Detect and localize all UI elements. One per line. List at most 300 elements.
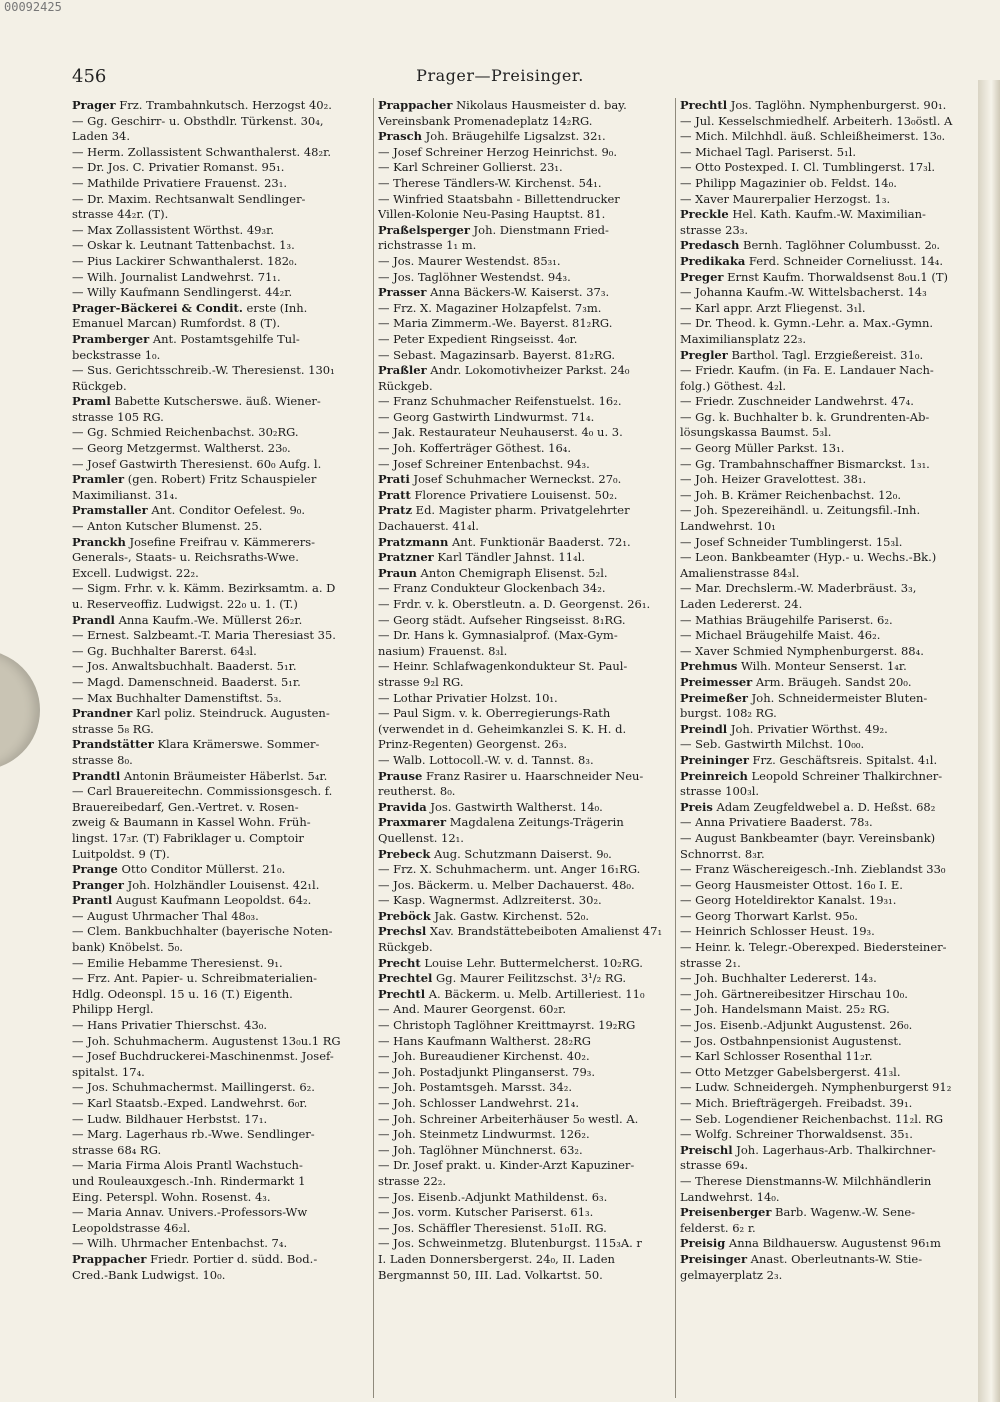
directory-entry-line <box>72 207 367 223</box>
entry-text: Landwehrst. 10₁ <box>680 519 776 534</box>
directory-entry-line <box>72 535 367 551</box>
directory-entry-line <box>680 1158 972 1174</box>
entry-surname: Prandner <box>72 706 133 721</box>
entry-text: I. Laden Donnersbergerst. 24₀, II. Laden <box>378 1251 615 1266</box>
directory-entry-line <box>72 503 367 519</box>
entry-text: — Georg Metzgermst. Waltherst. 23₀. <box>72 441 291 456</box>
entry-text: Anna Bäckers-W. Kaiserst. 37₃. <box>426 285 610 300</box>
entry-text: Xav. Brandstättebeiboten Amalienst 47₁ <box>426 924 663 939</box>
directory-entry-line <box>72 831 367 847</box>
entry-text: Karl poliz. Steindruck. Augusten- <box>132 706 330 721</box>
directory-entry-line <box>680 1080 972 1096</box>
column-3 <box>676 98 978 1398</box>
directory-entry-line <box>378 519 669 535</box>
entry-text: strasse 69₄. <box>680 1158 749 1173</box>
directory-entry-line <box>680 550 972 566</box>
entry-text: nasium) Frauenst. 8₃l. <box>378 643 508 658</box>
entry-text: — Joh. Schuhmacherm. Augustenst 13₀u.1 RG <box>72 1033 341 1048</box>
entry-text: lösungskassa Baumst. 5₃l. <box>680 425 832 440</box>
directory-entry-line <box>378 301 669 317</box>
directory-entry-line <box>680 1236 972 1252</box>
directory-entry-line <box>680 394 972 410</box>
entry-text: — Mathilde Privatiere Frauenst. 23₁. <box>72 175 288 190</box>
entry-surname: Prechsl <box>378 924 427 939</box>
entry-text: Ant. Conditor Oefelest. 9₀. <box>147 503 306 518</box>
entry-text: — Hans Kaufmann Waltherst. 28₂RG <box>378 1033 591 1048</box>
directory-entry-line <box>378 98 669 114</box>
entry-text: — Maria Zimmerm.-We. Bayerst. 81₂RG. <box>378 316 613 331</box>
directory-entry-line <box>378 285 669 301</box>
entry-text: Generals-, Staats- u. Reichsraths-Wwe. <box>72 550 299 565</box>
directory-entry-line <box>378 348 669 364</box>
directory-entry-line <box>680 628 972 644</box>
entry-text: — Therese Dienstmanns-W. Milchhändlerin <box>680 1173 932 1188</box>
column-2 <box>374 98 676 1398</box>
directory-entry-line <box>378 581 669 597</box>
entry-text: — Jak. Restaurateur Neuhauserst. 4₀ u. 3. <box>378 425 623 440</box>
directory-entry-line <box>378 535 669 551</box>
entry-surname: Prager <box>72 98 116 112</box>
entry-text: — Dr. Jos. C. Privatier Romanst. 95₁. <box>72 160 285 175</box>
directory-entry-line <box>72 613 367 629</box>
directory-entry-line <box>72 98 367 114</box>
entry-text: — Gg. k. Buchhalter b. k. Grundrenten-Ab- <box>680 409 930 424</box>
entry-text: — Frz. Ant. Papier- u. Schreibmaterialien- <box>72 971 318 986</box>
entry-surname: Pramberger <box>72 331 150 346</box>
entry-text: — Hans Privatier Thierschst. 43₀. <box>72 1018 268 1033</box>
directory-entry-line <box>378 909 669 925</box>
directory-entry-line <box>378 394 669 410</box>
entry-text: — Joh. Bureaudiener Kirchenst. 40₂. <box>378 1049 590 1064</box>
entry-surname: Pregler <box>680 347 728 362</box>
entry-text: — Leon. Bankbeamter (Hyp.- u. Wechs.-Bk.) <box>680 550 937 565</box>
entry-text: Eing. Peterspl. Wohn. Rosenst. 4₃. <box>72 1189 271 1204</box>
directory-entry-line <box>378 1252 669 1268</box>
entry-text: Franz Rasirer u. Haarschneider Neu- <box>422 768 644 783</box>
entry-text: — Jos. Bäckerm. u. Melber Dachauerst. 48₀. <box>378 877 635 892</box>
entry-text: — Peter Expedient Ringseisst. 4₀r. <box>378 331 578 346</box>
entry-text: — Gg. Geschirr- u. Obsthdlr. Türkenst. 30₄, <box>72 113 324 128</box>
directory-entry-line <box>680 613 972 629</box>
entry-text: — Jos. Taglöhner Westendst. 94₃. <box>378 269 571 284</box>
entry-surname: Prasch <box>378 129 422 144</box>
entry-text: Bernh. Taglöhner Columbusst. 2₀. <box>739 238 941 253</box>
page-edge-shadow <box>978 80 1000 1402</box>
entry-text: — Anna Privatiere Baaderst. 78₃. <box>680 815 873 830</box>
directory-entry-line <box>680 956 972 972</box>
directory-entry-line <box>72 1143 367 1159</box>
directory-entry-line <box>72 160 367 176</box>
directory-entry-line <box>378 207 669 223</box>
entry-text: — Mich. Milchhdl. äuß. Schleißheimerst. 13₀. <box>680 129 946 144</box>
directory-entry-line <box>680 1174 972 1190</box>
directory-entry-line <box>680 1096 972 1112</box>
entry-text: Joh. Schneidermeister Bluten- <box>748 690 928 705</box>
entry-text: — Friedr. Zuschneider Landwehrst. 47₄. <box>680 394 914 409</box>
directory-entry-line <box>378 223 669 239</box>
entry-text: Frz. Geschäftsreis. Spitalst. 4₁l. <box>748 752 938 767</box>
directory-entry-line <box>378 1190 669 1206</box>
directory-entry-line <box>72 270 367 286</box>
entry-text: strasse 8₀. <box>72 752 133 767</box>
directory-entry-line <box>378 316 669 332</box>
directory-entry-line <box>680 597 972 613</box>
entry-text: Josef Schuhmacher Werneckst. 27₀. <box>409 472 622 487</box>
entry-text: — Jul. Kesselschmiedhelf. Arbeiterh. 13₀östl. A <box>680 113 953 128</box>
directory-entry-line <box>378 769 669 785</box>
entry-text: erste (Inh. <box>242 300 308 315</box>
directory-entry-line <box>680 644 972 660</box>
directory-entry-line <box>378 363 669 379</box>
entry-text: Adam Zeugfeldwebel a. D. Heßst. 68₂ <box>712 799 936 814</box>
entry-text: Arm. Bräugeh. Sandst 20₀. <box>752 674 912 689</box>
directory-entry-line <box>72 1080 367 1096</box>
entry-text: — Georg Hoteldirektor Kanalst. 19₃₁. <box>680 893 897 908</box>
entry-text: — Ernest. Salzbeamt.-T. Maria Theresiast 35. <box>72 628 336 643</box>
entry-surname: Prati <box>378 472 410 487</box>
directory-entry-line <box>72 254 367 270</box>
directory-entry-line <box>680 160 972 176</box>
directory-entry-line <box>680 223 972 239</box>
entry-text: beckstrasse 1₀. <box>72 347 161 362</box>
directory-entry-line <box>680 862 972 878</box>
entry-text: Schnorrst. 8₃r. <box>680 846 765 861</box>
directory-entry-line <box>680 878 972 894</box>
directory-entry-line <box>72 940 367 956</box>
directory-entry-line <box>72 410 367 426</box>
entry-text: Laden Ledererst. 24. <box>680 597 803 611</box>
directory-entry-line <box>72 129 367 145</box>
directory-entry-line <box>378 566 669 582</box>
entry-text: — Franz Schuhmacher Reifenstuelst. 16₂. <box>378 394 622 409</box>
entry-text: strasse 23₃. <box>680 222 749 237</box>
directory-entry-line <box>680 410 972 426</box>
entry-text: — Anton Kutscher Blumenst. 25. <box>72 519 263 534</box>
directory-entry-line <box>72 769 367 785</box>
entry-text: — Frz. X. Schuhmacherm. unt. Anger 16₁RG. <box>378 862 641 877</box>
directory-entry-line <box>72 114 367 130</box>
directory-entry-line <box>378 1205 669 1221</box>
directory-entry-line <box>680 488 972 504</box>
directory-entry-line <box>680 1268 972 1284</box>
directory-entry-line <box>378 1034 669 1050</box>
entry-surname: Pranckh <box>72 534 126 549</box>
entry-text: — Dr. Theod. k. Gymn.-Lehr. a. Max.-Gymn. <box>680 316 934 331</box>
directory-entry-line <box>680 971 972 987</box>
entry-text: — Sigm. Frhr. v. k. Kämm. Bezirksamtm. a. D <box>72 581 336 596</box>
directory-entry-line <box>72 862 367 878</box>
directory-entry-line <box>680 847 972 863</box>
entry-text: Hel. Kath. Kaufm.-W. Maximilian- <box>728 207 926 222</box>
entry-text: Frz. Trambahnkutsch. Herzogst 40₂. <box>115 98 332 112</box>
entry-text: — Gg. Schmied Reichenbachst. 30₂RG. <box>72 425 299 440</box>
directory-entry-line <box>680 254 972 270</box>
entry-surname: Pratzmann <box>378 534 449 549</box>
entry-text: — Karl Schlosser Rosenthal 11₂r. <box>680 1049 873 1064</box>
entry-surname: Precht <box>378 955 421 970</box>
directory-entry-line <box>72 457 367 473</box>
entry-text: strasse 105 RG. <box>72 409 164 424</box>
directory-entry-line <box>680 270 972 286</box>
directory-entry-line <box>680 722 972 738</box>
entry-text: strasse 68₄ RG. <box>72 1142 162 1157</box>
directory-entry-line <box>72 706 367 722</box>
entry-text: — Karl Staatsb.-Exped. Landwehrst. 6₀r. <box>72 1096 308 1110</box>
entry-text: — Jos. Ostbahnpensionist Augustenst. <box>680 1033 902 1048</box>
directory-entry-line <box>680 987 972 1003</box>
entry-text: — Carl Brauereitechn. Commissionsgesch. f. <box>72 784 333 799</box>
entry-surname: Prasser <box>378 285 427 300</box>
entry-text: Laden 34. <box>72 129 131 144</box>
directory-entry-line <box>378 613 669 629</box>
directory-entry-line <box>378 1158 669 1174</box>
entry-text: (verwendet in d. Geheimkanzlei S. K. H. d. <box>378 721 627 736</box>
entry-surname: Pranger <box>72 877 124 892</box>
entry-text: — Pius Lackirer Schwanthalerst. 182₀. <box>72 253 298 268</box>
directory-entry-line <box>680 753 972 769</box>
entry-text: Karl Tändler Jahnst. 11₄l. <box>433 550 585 565</box>
directory-entry-line <box>72 1096 367 1112</box>
directory-entry-line <box>378 691 669 707</box>
entry-text: — Karl appr. Arzt Fliegenst. 3₁l. <box>680 300 866 315</box>
directory-entry-line <box>378 1268 669 1284</box>
archive-id: 00092425 <box>4 0 62 14</box>
entry-text: — Jos. Maurer Westendst. 85₃₁. <box>378 253 561 268</box>
entry-text: — Kasp. Wagnermst. Adlzreiterst. 30₂. <box>378 893 602 908</box>
directory-entry-line <box>72 753 367 769</box>
entry-text: — Franz Condukteur Glockenbach 34₂. <box>378 581 606 596</box>
entry-text: Ed. Magister pharm. Privatgelehrter <box>412 503 630 518</box>
directory-entry-line <box>680 301 972 317</box>
directory-entry-line <box>680 1002 972 1018</box>
entry-surname: Preininger <box>680 752 749 767</box>
directory-entry-line <box>378 1049 669 1065</box>
directory-entry-line <box>680 176 972 192</box>
entry-text: Luitpoldst. 9 (T). <box>72 846 170 861</box>
entry-surname: Prager-Bäckerei & Condit. <box>72 300 243 315</box>
directory-entry-line <box>72 956 367 972</box>
directory-entry-line <box>378 831 669 847</box>
directory-entry-line <box>378 924 669 940</box>
directory-entry-line <box>72 192 367 208</box>
entry-text: Wilh. Monteur Senserst. 1₄r. <box>737 659 907 674</box>
directory-entry-line <box>378 1065 669 1081</box>
entry-surname: Prantl <box>72 893 113 908</box>
directory-entry-line <box>378 784 669 800</box>
directory-entry-line <box>72 644 367 660</box>
entry-text: — Herm. Zollassistent Schwanthalerst. 48₂r. <box>72 144 331 159</box>
entry-text: — Heinr. k. Telegr.-Oberexped. Biedersteiner- <box>680 940 947 955</box>
entry-text: zweig & Baumann in Kassel Wohn. Früh- <box>72 815 311 830</box>
entry-text: Barthol. Tagl. Erzgießereist. 31₀. <box>727 347 924 362</box>
entry-surname: Prappacher <box>378 98 453 112</box>
page-header <box>60 66 940 88</box>
entry-text: Babette Kutscherswe. äuß. Wiener- <box>110 394 321 409</box>
entry-text: richstrasse 1₁ m. <box>378 238 477 253</box>
entry-text: — Franz Wäschereigesch.-Inh. Zieblandst 33₀ <box>680 862 946 877</box>
entry-text: Nikolaus Hausmeister d. bay. <box>452 98 627 112</box>
entry-text: — Jos. vorm. Kutscher Pariserst. 61₃. <box>378 1205 594 1220</box>
directory-entry-line <box>72 176 367 192</box>
directory-entry-line <box>680 691 972 707</box>
entry-text: — Joh. Postamtsgeh. Marsst. 34₂. <box>378 1080 573 1095</box>
directory-entry-line <box>680 1112 972 1128</box>
entry-text: Aug. Schutzmann Daiserst. 9₀. <box>430 846 612 861</box>
directory-entry-line <box>680 1221 972 1237</box>
entry-text: — Maria Annav. Univers.-Professors-Ww <box>72 1205 308 1220</box>
directory-entry-line <box>72 441 367 457</box>
directory-entry-line <box>680 348 972 364</box>
directory-entry-line <box>72 394 367 410</box>
entry-text: — August Uhrmacher Thal 48₀₃. <box>72 908 259 923</box>
directory-entry-line <box>72 1174 367 1190</box>
entry-text: — Georg Gastwirth Lindwurmst. 71₄. <box>378 409 595 424</box>
entry-surname: Prandstätter <box>72 737 154 752</box>
entry-text: Rückgeb. <box>72 378 127 393</box>
entry-text: — Sus. Gerichtsschreib.-W. Theresienst. 130₁ <box>72 363 335 378</box>
entry-text: Rückgeb. <box>378 378 433 393</box>
directory-entry-line <box>72 800 367 816</box>
directory-entry-line <box>72 1112 367 1128</box>
directory-entry-line <box>680 379 972 395</box>
directory-entry-line <box>72 691 367 707</box>
entry-text: — Jos. Eisenb.-Adjunkt Mathildenst. 6₃. <box>378 1189 608 1204</box>
directory-entry-line <box>72 847 367 863</box>
directory-entry-line <box>72 1205 367 1221</box>
directory-entry-line <box>72 348 367 364</box>
entry-surname: Preckle <box>680 207 729 222</box>
directory-entry-line <box>680 1127 972 1143</box>
entry-text: Dachauerst. 41₄l. <box>378 519 479 534</box>
directory-entry-line <box>378 893 669 909</box>
entry-surname: Prebeck <box>378 846 431 861</box>
entry-text: — August Bankbeamter (bayr. Vereinsbank) <box>680 830 936 845</box>
entry-text: — Joh. B. Krämer Reichenbachst. 12₀. <box>680 487 901 502</box>
directory-entry-line <box>72 1190 367 1206</box>
entry-surname: Predikaka <box>680 253 746 268</box>
entry-text: Cred.-Bank Ludwigst. 10₀. <box>72 1267 226 1282</box>
directory-entry-line <box>72 301 367 317</box>
directory-entry-line <box>72 784 367 800</box>
entry-text: Magdalena Zeitungs-Trägerin <box>446 815 624 830</box>
entry-text: Brauereibedarf, Gen.-Vertret. v. Rosen- <box>72 799 299 814</box>
directory-entry-line <box>680 192 972 208</box>
entry-text: — Joh. Kofferträger Göthest. 16₄. <box>378 441 572 456</box>
entry-text: — Joh. Gärtnereibesitzer Hirschau 10₀. <box>680 986 908 1001</box>
entry-text: — Seb. Logendiener Reichenbachst. 11₂l. RG <box>680 1111 944 1126</box>
entry-surname: Prappacher <box>72 1251 147 1266</box>
directory-entry-line <box>680 784 972 800</box>
directory-entry-line <box>72 924 367 940</box>
entry-text: — Mich. Briefträgergeh. Freibadst. 39₁. <box>680 1096 913 1110</box>
entry-text: — Jos. Schuhmachermst. Maillingerst. 6₂. <box>72 1080 315 1095</box>
directory-entry-line <box>72 1049 367 1065</box>
entry-surname: Preisinger <box>680 1251 748 1266</box>
directory-entry-line <box>378 971 669 987</box>
directory-entry-line <box>680 98 972 114</box>
entry-text: — Maria Firma Alois Prantl Wachstuch- <box>72 1158 303 1173</box>
directory-entry-line <box>680 581 972 597</box>
entry-text: Barb. Wagenw.-W. Sene- <box>771 1205 916 1220</box>
directory-entry-line <box>378 722 669 738</box>
entry-text: — Philipp Magazinier ob. Feldst. 14₀. <box>680 175 897 190</box>
directory-entry-line <box>378 987 669 1003</box>
directory-entry-line <box>72 1158 367 1174</box>
directory-entry-line <box>680 1252 972 1268</box>
directory-entry-line <box>72 1236 367 1252</box>
directory-entry-line <box>378 815 669 831</box>
entry-surname: Pratt <box>378 487 411 502</box>
entry-text: Villen-Kolonie Neu-Pasing Hauptst. 81. <box>378 207 606 222</box>
directory-entry-line <box>680 893 972 909</box>
entry-text: — Magd. Damenschneid. Baaderst. 5₁r. <box>72 674 301 689</box>
entry-text: — Michael Tagl. Pariserst. 5₁l. <box>680 144 856 159</box>
directory-entry-line <box>72 285 367 301</box>
entry-surname: Preisenberger <box>680 1205 772 1220</box>
entry-text: — Christoph Taglöhner Kreittmayrst. 19₂RG <box>378 1018 636 1033</box>
directory-entry-line <box>378 488 669 504</box>
directory-entry-line <box>72 1018 367 1034</box>
directory-entry-line <box>72 1221 367 1237</box>
directory-entry-line <box>378 114 669 130</box>
directory-entry-line <box>378 1096 669 1112</box>
entry-text: — Joh. Steinmetz Lindwurmst. 126₂. <box>378 1127 590 1142</box>
entry-text: — Oskar k. Leutnant Tattenbachst. 1₃. <box>72 238 295 253</box>
entry-text: Excell. Ludwigst. 22₂. <box>72 565 199 580</box>
directory-entry-line <box>378 1112 669 1128</box>
entry-text: Amalienstrasse 84₃l. <box>680 565 800 580</box>
directory-entry-line <box>378 332 669 348</box>
directory-entry-line <box>680 940 972 956</box>
page-number: 456 <box>72 66 107 87</box>
entry-text: Anna Kaufm.-We. Müllerst 26₂r. <box>114 612 303 627</box>
entry-text: Jos. Gastwirth Waltherst. 14₀. <box>426 799 603 814</box>
entry-text: — Emilie Hebamme Theresienst. 9₁. <box>72 955 283 970</box>
directory-entry-line <box>378 1127 669 1143</box>
entry-text: Maximiliansplatz 22₃. <box>680 331 807 346</box>
entry-text: — Joh. Schreiner Arbeiterhäuser 5₀ westl. A. <box>378 1111 639 1126</box>
entry-text: — Josef Schreiner Entenbachst. 94₃. <box>378 456 590 471</box>
directory-entry-line <box>72 1252 367 1268</box>
directory-entry-line <box>378 1174 669 1190</box>
entry-text: — Ludw. Bildhauer Herbstst. 17₁. <box>72 1111 268 1126</box>
entry-text: — Georg Thorwart Karlst. 95₀. <box>680 908 858 923</box>
entry-text: A. Bäckerm. u. Melb. Artilleriest. 11₀ <box>425 986 645 1001</box>
entry-text: — Joh. Buchhalter Ledererst. 14₃. <box>680 971 877 986</box>
directory-entry-line <box>378 254 669 270</box>
entry-surname: Preis <box>680 799 713 814</box>
entry-surname: Preböck <box>378 908 431 923</box>
directory-entry-line <box>72 987 367 1003</box>
directory-entry-line <box>680 145 972 161</box>
entry-surname: Pramler <box>72 472 125 487</box>
entry-text: — Xaver Schmied Nymphenburgerst. 88₄. <box>680 643 924 658</box>
entry-surname: Preger <box>680 269 724 284</box>
entry-text: Jos. Taglöhn. Nymphenburgerst. 90₁. <box>727 98 947 112</box>
directory-entry-line <box>72 363 367 379</box>
entry-text: — Georg Hausmeister Ottost. 16₀ I. E. <box>680 877 903 892</box>
directory-entry-line <box>72 238 367 254</box>
entry-surname: Preimesser <box>680 674 753 689</box>
entry-text: — Josef Buchdruckerei-Maschinenmst. Josef- <box>72 1049 334 1064</box>
directory-entry-line <box>72 379 367 395</box>
directory-entry-line <box>72 1002 367 1018</box>
directory-entry-line <box>680 285 972 301</box>
directory-entry-line <box>680 659 972 675</box>
entry-surname: Preimeßer <box>680 690 748 705</box>
entry-text: Gg. Maurer Feilitzschst. 3¹/₂ RG. <box>432 971 627 986</box>
directory-entry-line <box>378 410 669 426</box>
